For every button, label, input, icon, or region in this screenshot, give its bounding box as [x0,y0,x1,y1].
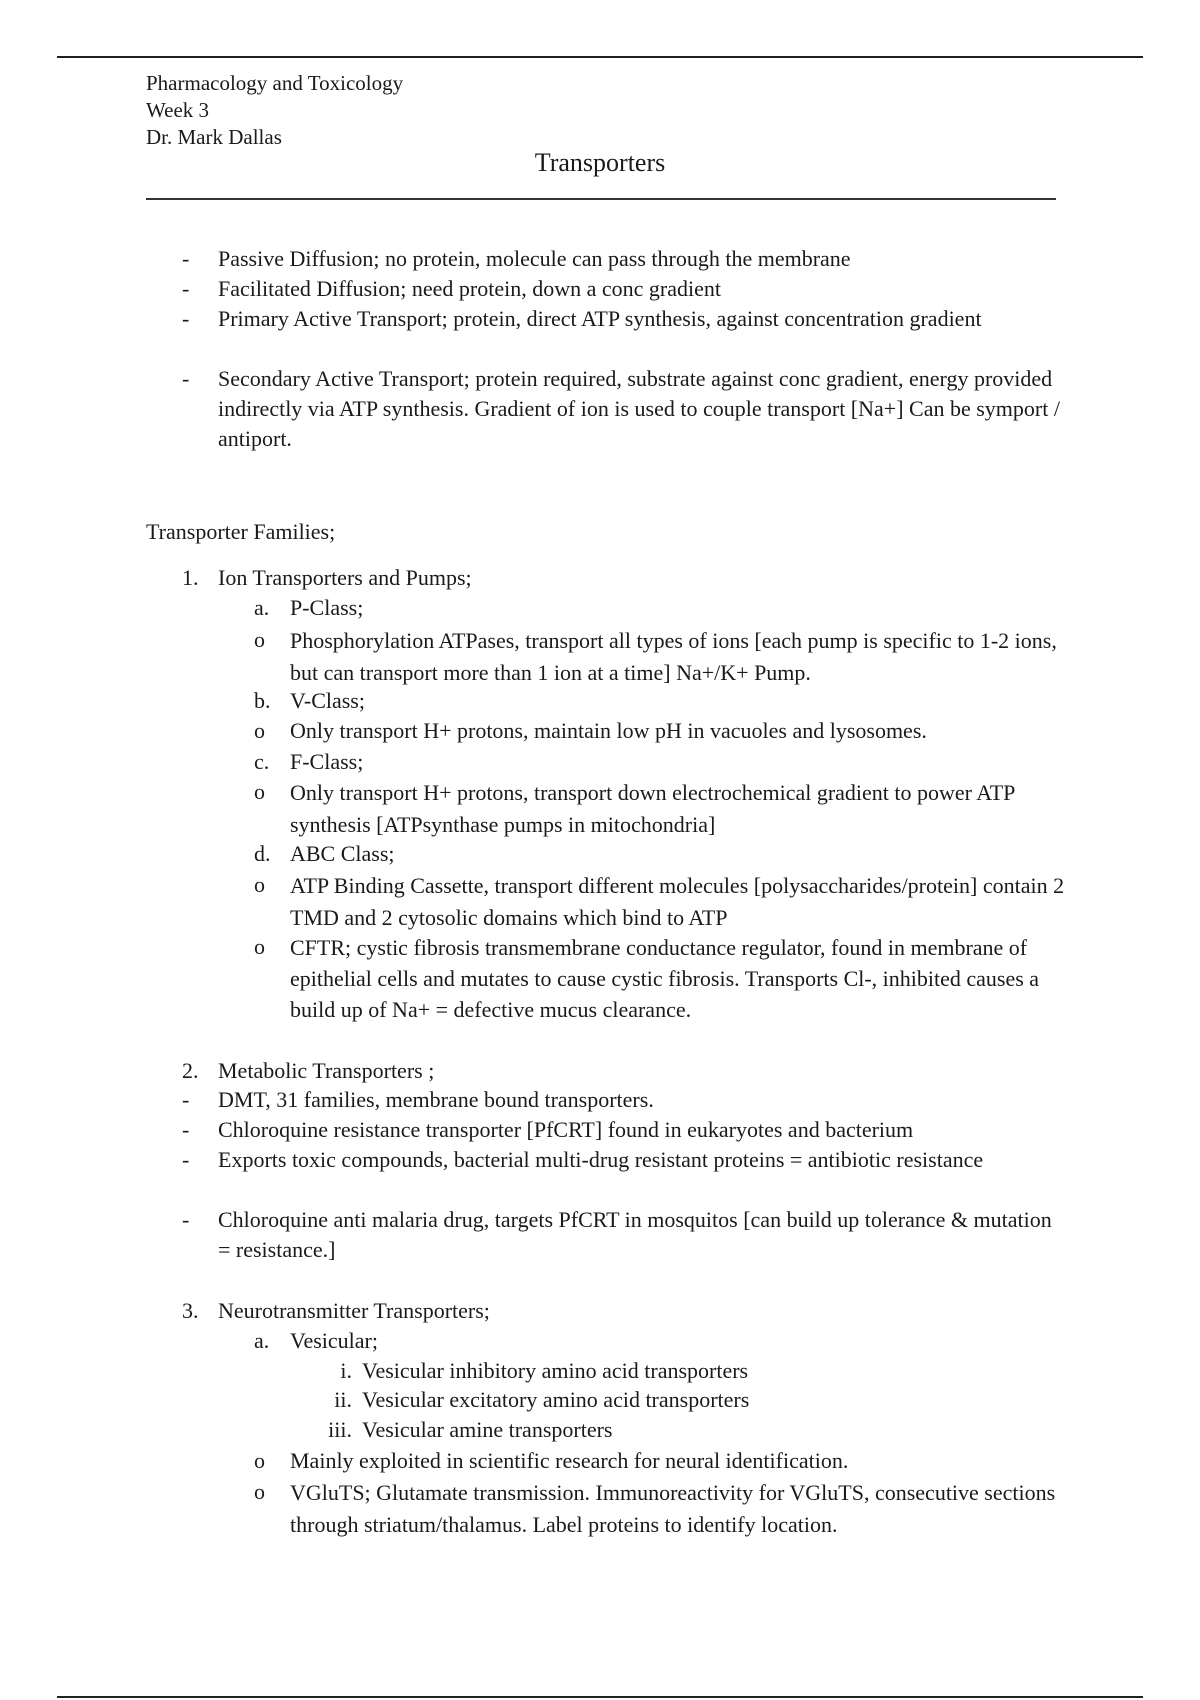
bullet-text: Primary Active Transport; protein, direct ATP synthesis, against concentration gradient [218,306,982,331]
circle-marker: o [254,1479,265,1504]
circle-marker: o [254,718,265,743]
dash-marker: - [182,1207,190,1232]
circle-marker: o [254,1448,265,1473]
roman-numeral: i. [340,1358,352,1383]
week-label: Week 3 [146,98,210,122]
list-letter: a. [254,1328,270,1353]
class-title: V-Class; [290,688,365,713]
families-label: Transporter Families; [146,519,336,544]
roman-numeral: iii. [328,1417,352,1442]
list-letter: d. [254,841,271,866]
class-detail: Phosphorylation ATPases, transport all types of ions [each pump is specific to 1-2 ions, but can transport more than 1 ion at a time] Na+/K+ Pump. [290,628,1057,685]
dash-marker: - [182,276,190,301]
circle-marker: o [254,779,265,804]
dash-marker: - [182,246,190,271]
class-title: ABC Class; [290,841,395,866]
bullet-text: Exports toxic compounds, bacterial multi-drug resistant proteins = antibiotic resistance [218,1147,984,1172]
dash-marker: - [182,1147,190,1172]
subitem-text: Vesicular excitatory amino acid transporters [362,1387,750,1412]
list-number: 1. [182,565,199,590]
list-letter: a. [254,595,270,620]
class-title: F-Class; [290,749,364,774]
bullet-text: Passive Diffusion; no protein, molecule can pass through the membrane [218,246,851,271]
document-header [146,70,403,151]
bullet-text: Chloroquine anti malaria drug, targets PfCRT in mosquitos [can build up tolerance & mutation = resistance.] [218,1207,1052,1262]
dash-marker: - [182,1087,190,1112]
subitem-text: Vesicular inhibitory amino acid transporters [362,1358,749,1383]
class-detail: Mainly exploited in scientific research for neural identification. [290,1448,849,1473]
class-detail: Only transport H+ protons, transport down electrochemical gradient to power ATP synthesis [ATPsynthase pumps in mitochondria] [290,780,1015,837]
lecturer-name: Dr. Mark Dallas [146,125,282,149]
list-number: 2. [182,1058,199,1083]
class-title: P-Class; [290,595,364,620]
bottom-rule [57,1696,1143,1698]
class-detail: ATP Binding Cassette, transport different molecules [polysaccharides/protein] contain 2 TMD and 2 cytosolic domains which bind to ATP [290,873,1065,930]
class-title: Vesicular; [290,1328,378,1353]
dash-marker: - [182,1117,190,1142]
bullet-text: DMT, 31 families, membrane bound transporters. [218,1087,654,1112]
list-letter: c. [254,749,270,774]
class-detail: VGluTS; Glutamate transmission. Immunoreactivity for VGluTS, consecutive sections through striatum/thalamus. Label proteins to identify location. [290,1480,1056,1537]
top-rule [57,56,1143,58]
title-rule [146,198,1056,200]
bullet-text: Facilitated Diffusion; need protein, down a conc gradient [218,276,722,301]
family-title: Metabolic Transporters ; [218,1058,435,1083]
roman-numeral: ii. [334,1387,352,1412]
page-title: Transporters [534,148,666,177]
subitem-text: Vesicular amine transporters [362,1417,613,1442]
class-detail: Only transport H+ protons, maintain low pH in vacuoles and lysosomes. [290,718,927,743]
circle-marker: o [254,872,265,897]
class-detail: CFTR; cystic fibrosis transmembrane conductance regulator, found in membrane of epithelial cells and mutates to cause cystic fibrosis. Transports Cl-, inhibited causes a build up of Na+ = defective mucus clearance. [290,935,1040,1022]
bullet-text: Secondary Active Transport; protein required, substrate against conc gradient, energy provided indirectly via ATP synthesis. Gradient of ion is used to couple transport [Na+] Can be symport / antiport. [218,366,1060,451]
dash-marker: - [182,366,190,391]
list-number: 3. [182,1298,199,1323]
list-letter: b. [254,688,271,713]
circle-marker: o [254,934,265,959]
course-name: Pharmacology and Toxicology [146,71,404,95]
dash-marker: - [182,306,190,331]
bullet-text: Chloroquine resistance transporter [PfCRT] found in eukaryotes and bacterium [218,1117,914,1142]
family-title: Ion Transporters and Pumps; [218,565,472,590]
family-title: Neurotransmitter Transporters; [218,1298,490,1323]
circle-marker: o [254,627,265,652]
